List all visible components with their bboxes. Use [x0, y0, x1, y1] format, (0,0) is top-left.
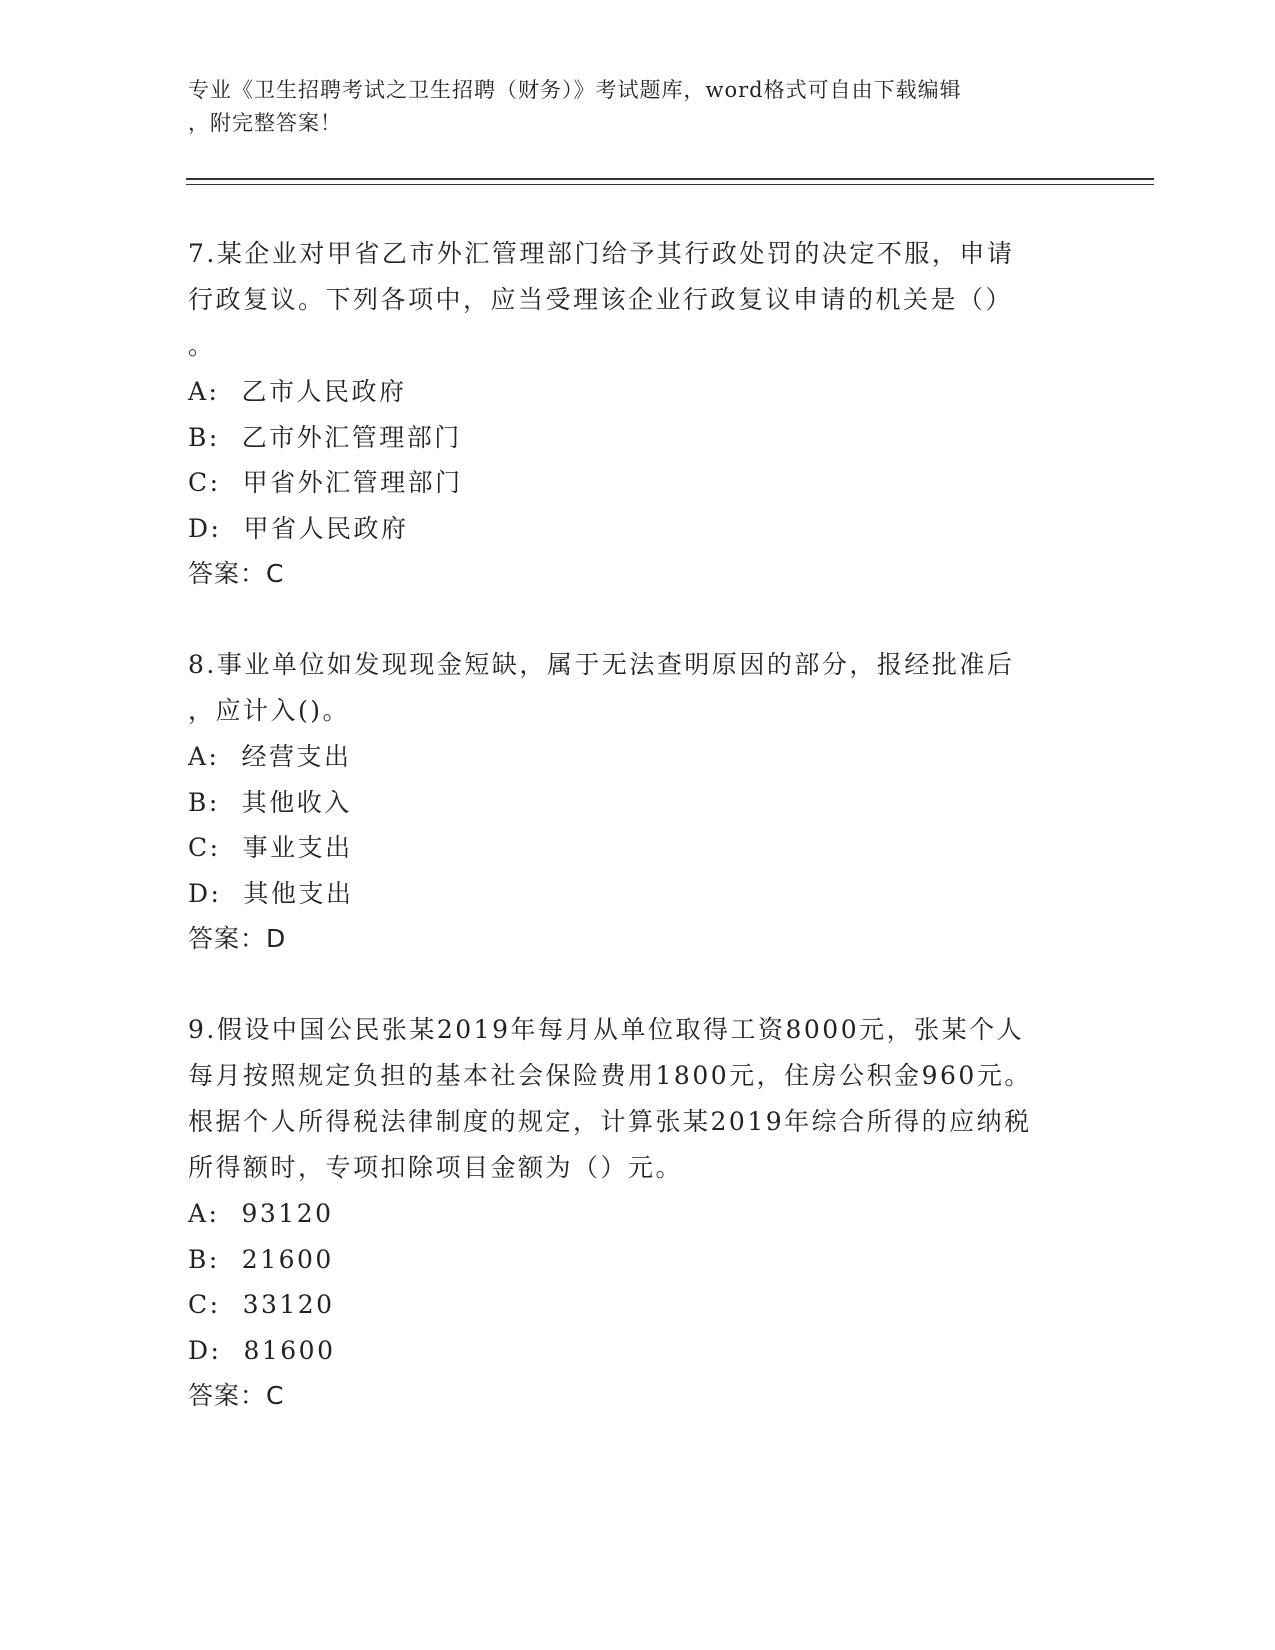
option-c: C: 事业支出: [188, 833, 353, 862]
option-a: A: 乙市人民政府: [188, 377, 407, 406]
document-header: [188, 74, 1068, 140]
question-line: ，应计入()。: [188, 696, 351, 725]
answer: 答案：C: [188, 1381, 285, 1410]
question-line: 行政复议。下列各项中，应当受理该企业行政复议申请的机关是（）: [188, 285, 1014, 314]
option-a: A: 93120: [188, 1199, 334, 1228]
question-text: [188, 642, 1088, 734]
option-d: D: 其他支出: [188, 878, 354, 908]
option-b: B: 乙市外汇管理部门: [188, 422, 462, 452]
answer: 答案：D: [188, 924, 287, 953]
question-text: [188, 231, 1088, 369]
question-8: [188, 642, 1088, 962]
header-line-1: 专业《卫生招聘考试之卫生招聘（财务）》考试题库，word格式可自由下载编辑: [188, 78, 962, 102]
option-b: B: 21600: [188, 1244, 334, 1274]
option-c: C: 甲省外汇管理部门: [188, 468, 463, 497]
question-9: [188, 1007, 1088, 1419]
question-line: 。: [188, 331, 216, 360]
question-line: 每月按照规定负担的基本社会保险费用1800元，住房公积金960元。: [188, 1061, 1032, 1090]
option-d: D: 81600: [188, 1335, 336, 1365]
question-line: 所得额时，专项扣除项目金额为（）元。: [188, 1153, 684, 1182]
answer: 答案：C: [188, 559, 285, 588]
option-d: D: 甲省人民政府: [188, 513, 409, 543]
question-7: [188, 231, 1088, 597]
question-line: 根据个人所得税法律制度的规定，计算张某2019年综合所得的应纳税: [188, 1107, 1032, 1136]
question-line: 9.假设中国公民张某2019年每月从单位取得工资8000元，张某个人: [188, 1015, 1025, 1044]
option-a: A: 经营支出: [188, 742, 352, 771]
question-text: [188, 1007, 1088, 1191]
question-line: 8.事业单位如发现现金短缺，属于无法查明原因的部分，报经批准后: [188, 650, 1015, 679]
option-c: C: 33120: [188, 1290, 335, 1319]
option-b: B: 其他收入: [188, 787, 352, 817]
question-line: 7.某企业对甲省乙市外汇管理部门给予其行政处罚的决定不服，申请: [188, 239, 1015, 268]
header-line-2: ，附完整答案！: [188, 111, 342, 135]
header-divider: [186, 178, 1154, 185]
